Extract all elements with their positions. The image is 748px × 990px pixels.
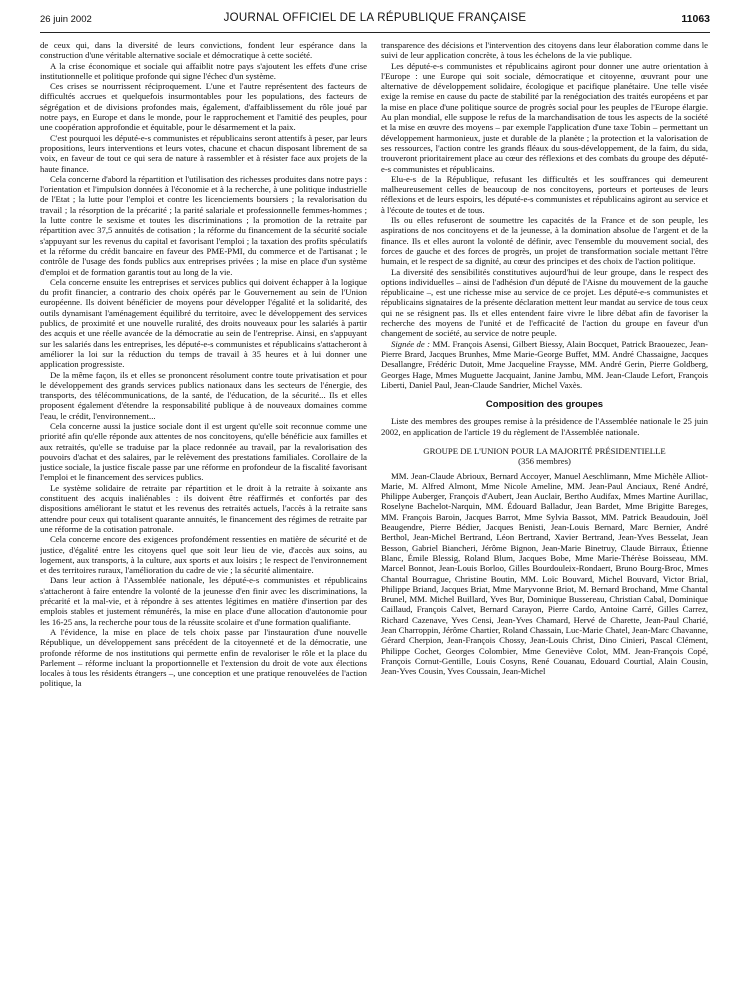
signatories-label: Signée de :	[391, 338, 431, 349]
paragraph: Le système solidaire de retraite par répartition et le droit à la retraite à soixante ans constituent des acquis inaliénables : ils doivent être réaffirmés et confortés par des dispositions améliorant le statut et les revenus des retraités actuels, l'accès à la retraite sans attendre pour ceux qui totalisent quarante annuités, le financement des régimes de retraite par une réforme de la cotisation patronale.	[40, 482, 367, 534]
right-column	[381, 40, 708, 986]
journal-title: JOURNAL OFFICIEL DE LA RÉPUBLIQUE FRANÇAISE	[223, 12, 527, 24]
paragraph: Ils ou elles refuseront de soumettre les capacités de la France et de son peuple, les aspirations de nos concitoyens et de la jeunesse, à la domination absolue de l'argent et de la finance. Ils et elles auront la volonté de définir, avec l'ensemble du mouvement social, des forces de gauche et des forces de progrès, un projet de transformation sociale mettant l'être humain, et le respect de sa dignité, au cœur des principes et des choix de l'action politique.	[381, 215, 708, 267]
publication-date: 26 juin 2002	[40, 14, 92, 25]
paragraph: Cela concerne encore des exigences profondément ressenties en matière de sécurité et de justice, d'égalité entre les citoyens quel que soit leur lieu de vie, d'accès aux soins, au logement, aux transports, à la culture, aux sports et aux loisirs ; le respect de l'environnement et des territoires ruraux, l'amélioration du cadre de vie ; la sécurité alimentaire.	[40, 534, 367, 576]
paragraph: Les député-e-s communistes et républicains agiront pour donner une autre orientation à l'Europe : une Europe qui soit sociale, démocratique et citoyenne, œuvrant pour une alternative de développement solidaire, écologique et pacifique planétaire. Une telle visée exige la remise en cause du pacte de stabilité par la renégociation des traités européens et par la mise en place d'une politique source de progrès social pour les peuples de l'Europe élargie. Au plan mondial, elle suppose le refus de la marchandisation de tous les aspects de la société et la mise en œuvre des moyens – par exemple l'application d'une taxe Tobin – permettant un développement harmonieux, juste et durable de la planète ; la protection et la valorisation de ses ressources, l'action contre les grands fléaux du sous-développement, de la faim, du sida, trouveront prioritairement place au cœur des réflexions et des combats du groupe des député-e-s communistes et républicains.	[381, 60, 708, 174]
paragraph: Ces crises se nourrissent réciproquement. L'une et l'autre représentent des facteurs de difficultés accrues et quelquefois insurmontables pour les populations, des facteurs de ségrégation et de divisions profondes mais, également, d'affaiblissement du rôle joué par notre pays, en Europe et dans le monde, pour le rapprochement et l'amitié des peuples, pour une coopération approfondie et équitable, pour le désarmement et la paix.	[40, 81, 367, 133]
paragraph: De la même façon, ils et elles se prononcent résolument contre toute privatisation et pour le développement des grands services publics nationaux dans les secteurs de l'énergie, des transports, des télécommunications, de la santé, de l'éducation, de la sécurité... Ils et elles proposent également d'étendre la responsabilité publique à de nouveaux domaines comme l'eau, le crédit, l'environnement...	[40, 369, 367, 421]
header-rule	[40, 32, 710, 33]
left-column	[40, 40, 367, 986]
paragraph: Dans leur action à l'Assemblée nationale, les député-e-s communistes et républicains s'attacheront à faire entendre la volonté de la jeunesse d'en finir avec les discriminations, la précarité et la mal-vie, et à répondre à ses attentes légitimes en matière d'insertion par des emplois stables et justement rémunérés, la mise en place d'une allocation d'autonomie pour les 16-25 ans, la recherche pour tous de la réussite scolaire et d'une formation qualifiante.	[40, 575, 367, 627]
paragraph: Cela concerne aussi la justice sociale dont il est urgent qu'elle soit reconnue comme une priorité afin qu'elle réponde aux attentes de nos concitoyens, qu'elle bénéficie aux familles et aux retraités, qu'elle se traduise par la place redonnée au travail, par la revalorisation des pouvoirs d'achat et des salaires, par le relèvement des prestations familiales. Corollaire de la justice sociale, la justice fiscale passe par une réforme en profondeur de la fiscalité favorisant l'emploi et le financement des services publics.	[40, 420, 367, 483]
paragraph: La diversité des sensibilités constitutives aujourd'hui de leur groupe, dans le respect des options individuelles – ainsi de l'adhésion d'un député de l'Aisne du mouvement de la gauche républicaine –, est une richesse mise au service de ce projet. Les député-e-s communistes et républicains signataires de la présente déclaration mettent leur mandat au service de tous ceux qui ne se résignent pas. Ils et elles entendent faire vivre le libre débat afin de favoriser la recherche des moyens de l'unité et de l'efficacité de l'action du groupe en faveur d'un changement de société, au service de notre peuple.	[381, 266, 708, 339]
group-member-count: (356 membres)	[518, 456, 571, 467]
paragraph: transparence des décisions et l'intervention des citoyens dans leur élaboration comme dans le suivi de leur application concrète, à tous les échelons de la vie publique.	[381, 40, 708, 61]
paragraph: Elu-e-s de la République, refusant les difficultés et les souffrances qui demeurent malheureusement celles de beaucoup de nos concitoyens, porteurs et porteuses de leurs réflexions et de leurs espoirs, les député-e-s communistes et républicains agiront au service et à l'écoute de toutes et de tous.	[381, 173, 708, 215]
page-number: 11063	[681, 13, 710, 25]
paragraph: A la crise économique et sociale qui affaiblit notre pays s'ajoutent les effets d'une crise institutionnelle et politique profonde qui signe l'échec d'un système.	[40, 60, 367, 81]
members-list: MM. Jean-Claude Abrioux, Bernard Accoyer, Manuel Aeschlimann, Mme Michèle Alliot-Marie, M. Alfred Almont, Mme Nicole Ameline, MM. Jean-Paul Anciaux, René André, Philippe Auberger, François d'Aubert, Jean Auclair, Bertho Audifax, Mmes Martine Aurillac, Roselyne Bachelot-Narquin, MM. Édouard Balladur, Jean Bardet, Mme Brigitte Bareges, MM. François Baroin, Jacques Barrot, Mme Sylvia Bassot, MM. Patrick Beaudouin, Joël Beaugendre, Pierre Bédier, Jacques Benisti, Jean-Louis Bernard, Marc Bernier, André Berthol, Jean-Michel Bertrand, Léon Bertrand, Xavier Bertrand, Jean-Yves Besselat, Jean Besson, Gabriel Biancheri, Jérôme Bignon, Jean-Marie Binetruy, Claude Birraux, Étienne Blanc, Émile Blessig, Roland Blum, Jacques Bobe, Mme Marie-Thérèse Boisseau, MM. Marcel Bonnot, Jean-Louis Borloo, Gilles Bourdouleix-Rondaert, Bruno Bourg-Broc, Mmes Chantal Bourrague, Christine Boutin, MM. Loïc Bouvard, Michel Bouvard, Victor Brial, Philippe Briand, Jacques Briat, Mme Maryvonne Briot, M. Bernard Brochand, Mme Chantal Brunel, MM. Michel Buillard, Yves Bur, Dominique Bussereau, Christian Cabal, Dominique Caillaud, François Calvet, Bernard Carayon, Pierre Cardo, Antoine Carré, Gilles Carrez, Richard Cazenave, Yves Censi, Jean-Yves Chamard, Hervé de Charette, Jean-Paul Charié, Jean Charroppin, Jérôme Chartier, Roland Chassain, Luc-Marie Chatel, Jean-Marc Chavanne, Gérard Cherpion, Jean-François Chossy, Jean-Louis Christ, Dino Cinieri, Pascal Clément, Philippe Cochet, Georges Colombier, Mme Geneviève Colot, MM. Jean-François Copé, François Cornut-Gentille, Louis Cosyns, René Couanau, Edouard Courtial, Alain Cousin, Jean-Yves Cousin, Yves Coussain, Jean-Michel	[381, 470, 708, 677]
section-intro: Liste des membres des groupes remise à la présidence de l'Assemblée nationale le 25 juin 2002, en application de l'article 19 du règlement de l'Assemblée nationale.	[381, 416, 708, 437]
paragraph: de ceux qui, dans la diversité de leurs convictions, fondent leur espérance dans la construction d'une véritable alternative sociale et démocratique à cette société.	[40, 40, 367, 61]
page-header	[40, 12, 710, 28]
signatories-list: MM. François Asensi, Gilbert Biessy, Alain Bocquet, Patrick Braouezec, Jean-Pierre Brard, Jacques Brunhes, Mme Marie-George Buffet, MM. André Chassaigne, Jacques Desallangre, Frédéric Dutoit, Mme Jacqueline Fraysse, MM. André Gerin, Pierre Goldberg, Georges Hage, Mmes Muguette Jacquaint, Janine Jambu, MM. Jean-Claude Lefort, François Liberti, Daniel Paul, Jean-Claude Sandrier, Michel Vaxès.	[381, 338, 708, 390]
signatories	[381, 339, 708, 390]
group-title: GROUPE DE L'UNION POUR LA MAJORITÉ PRÉSIDENTIELLE	[423, 445, 666, 456]
paragraph: A l'évidence, la mise en place de tels choix passe par l'instauration d'une nouvelle République, un développement sans précédent de la citoyenneté et de la démocratie, une profonde réforme de nos institutions qui permette enfin de revaloriser le rôle et la place du Parlement – réforme incluant la proportionnelle et l'extension du droit de vote aux élections locales à tous les résidents étrangers –, une conception et une pratique renouvelées de l'action politique, la	[40, 626, 367, 689]
section-title: Composition des groupes	[485, 399, 604, 411]
paragraph: C'est pourquoi les député-e-s communistes et républicains seront attentifs à peser, par leurs propositions, leurs interventions et leurs votes, chacune et chacun disposant librement de sa voix, en faveur de tout ce qui sera de nature à rassembler et à résister face aux projets de la haute finance.	[40, 132, 367, 174]
paragraph: Cela concerne ensuite les entreprises et services publics qui doivent échapper à la logique du profit financier, a contrario des choix opérés par le Gouvernement au sein de l'Union européenne. Ils doivent bénéficier de moyens pour développer l'égalité et la solidarité, des outils dynamisant l'aménagement équilibré du territoire, avec le développement des services publics, de proximité et une nouvelle ruralité, des droits nouveaux pour les salariés à partir des acquis et une réelle avancée de la démocratie au sein de l'entreprise. Ainsi, en s'appuyant sur les salariés dans les entreprises, les député-e-s communistes et républicains s'attacheront à améliorer la loi sur la réduction du temps de travail à 35 heures et à lui donner une application progressiste.	[40, 276, 367, 370]
paragraph: Cela concerne d'abord la répartition et l'utilisation des richesses produites dans notre pays : l'orientation et l'impulsion données à l'économie et à la recherche, à une politique industrielle de l'Etat ; la lutte pour l'emploi et contre les licenciements boursiers ; la revalorisation du travail ; la résorption de la précarité ; la parité salariale et professionnelle femmes-hommes ; la lutte contre le sexisme et toutes les discriminations ; la promotion de la retraite par répartition avec 37,5 annuités de cotisation ; la réforme du financement de la sécurité sociale s'appuyant sur les revenus du capital et favorisant l'emploi ; la taxation des profits spéculatifs et la réforme du crédit bancaire en faveur des PME-PMI, du commerce et de l'artisanat ; le contrôle de l'usage des fonds publics aux entreprises privées ; la mise en place d'un système d'emploi et de formation garantis tout au long de la vie.	[40, 173, 367, 277]
